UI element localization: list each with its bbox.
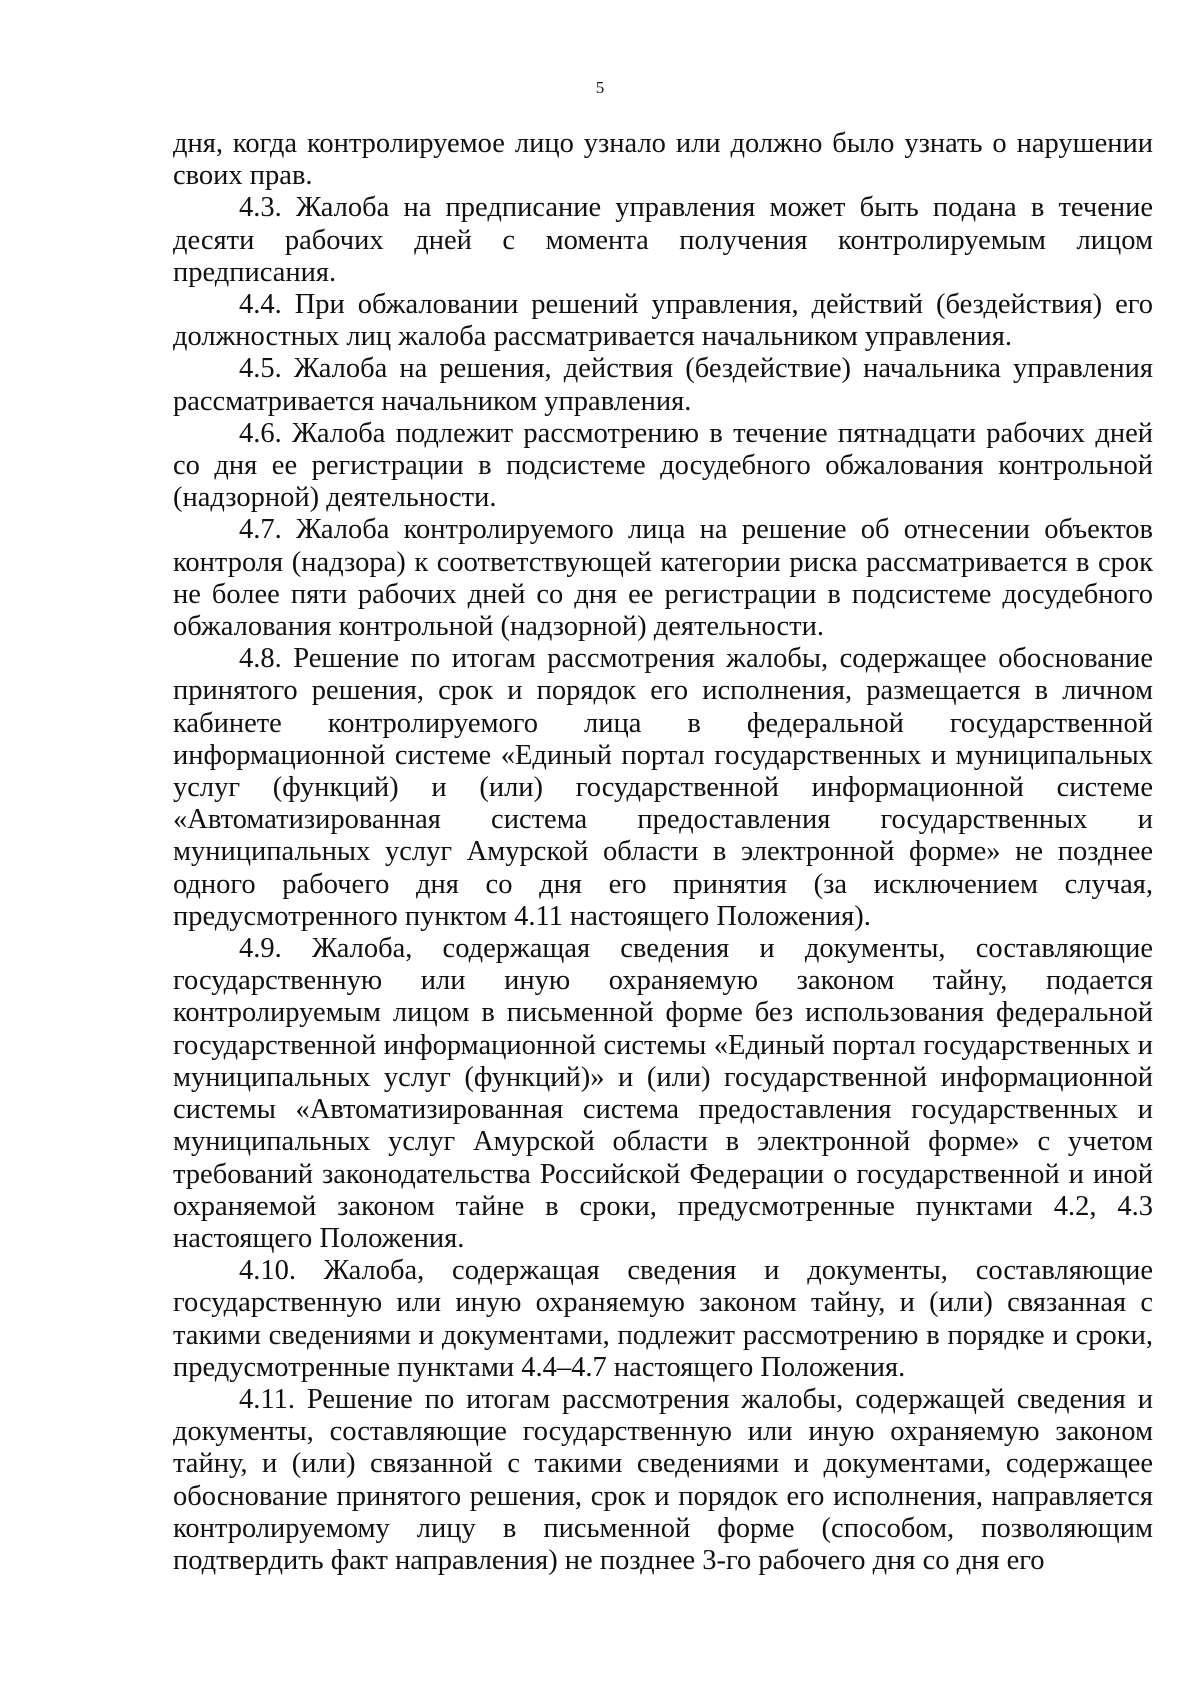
document-body: [173, 128, 1153, 1577]
paragraph-4-9: 4.9. Жалоба, содержащая сведения и документы, составляющие государственную или иную охраняемую законом тайну, подается контролируемым лицом в письменной форме без использования федеральной государственной информационной системы «Единый портал государственных и муниципальных услуг (функций)» и (или) государственной информационной системы «Автоматизированная система предоставления государственных и муниципальных услуг Амурской области в электронной форме» с учетом требований законодательства Российской Федерации о государственной и иной охраняемой законом тайне в сроки, предусмотренные пунктами 4.2, 4.3 настоящего Положения.: [173, 933, 1153, 1254]
paragraph-4-7: 4.7. Жалоба контролируемого лица на решение об отнесении объектов контроля (надзора) к соответствующей категории риска рассматривается в срок не более пяти рабочих дней со дня ее регистрации в подсистеме досудебного обжалования контрольной (надзорной) деятельности.: [173, 514, 1153, 643]
paragraph-4-8: 4.8. Решение по итогам рассмотрения жалобы, содержащее обоснование принятого решения, срок и порядок его исполнения, размещается в личном кабинете контролируемого лица в федеральной государственной информационной системе «Единый портал государственных и муниципальных услуг (функций) и (или) государственной информационной системе «Автоматизированная система предоставления государственных и муниципальных услуг Амурской области в электронной форме» не позднее одного рабочего дня со дня его принятия (за исключением случая, предусмотренного пунктом 4.11 настоящего Положения).: [173, 643, 1153, 932]
page-number: 5: [595, 78, 605, 97]
paragraph-4-11: 4.11. Решение по итогам рассмотрения жалобы, содержащей сведения и документы, составляющие государственную или иную охраняемую законом тайну, и (или) связанной с такими сведениями и документами, содержащее обоснование принятого решения, срок и порядок его исполнения, направляется контролируемому лицу в письменной форме (способом, позволяющим подтвердить факт направления) не позднее 3-го рабочего дня со дня его: [173, 1383, 1153, 1576]
paragraph-continuation: дня, когда контролируемое лицо узнало или должно было узнать о нарушении своих прав.: [173, 128, 1153, 192]
paragraph-4-10: 4.10. Жалоба, содержащая сведения и документы, составляющие государственную или иную охраняемую законом тайну, и (или) связанная с такими сведениями и документами, подлежит рассмотрению в порядке и сроки, предусмотренные пунктами 4.4–4.7 настоящего Положения.: [173, 1255, 1153, 1383]
paragraph-4-3: 4.3. Жалоба на предписание управления может быть подана в течение десяти рабочих дней с момента получения контролируемым лицом предписания.: [173, 192, 1153, 288]
paragraph-4-4: 4.4. При обжаловании решений управления, действий (бездействия) его должностных лиц жалоба рассматривается начальником управления.: [173, 289, 1153, 353]
paragraph-4-5: 4.5. Жалоба на решения, действия (бездействие) начальника управления рассматривается начальником управления.: [173, 353, 1153, 417]
paragraph-4-6: 4.6. Жалоба подлежит рассмотрению в течение пятнадцати рабочих дней со дня ее регистрации в подсистеме досудебного обжалования контрольной (надзорной) деятельности.: [173, 417, 1153, 514]
